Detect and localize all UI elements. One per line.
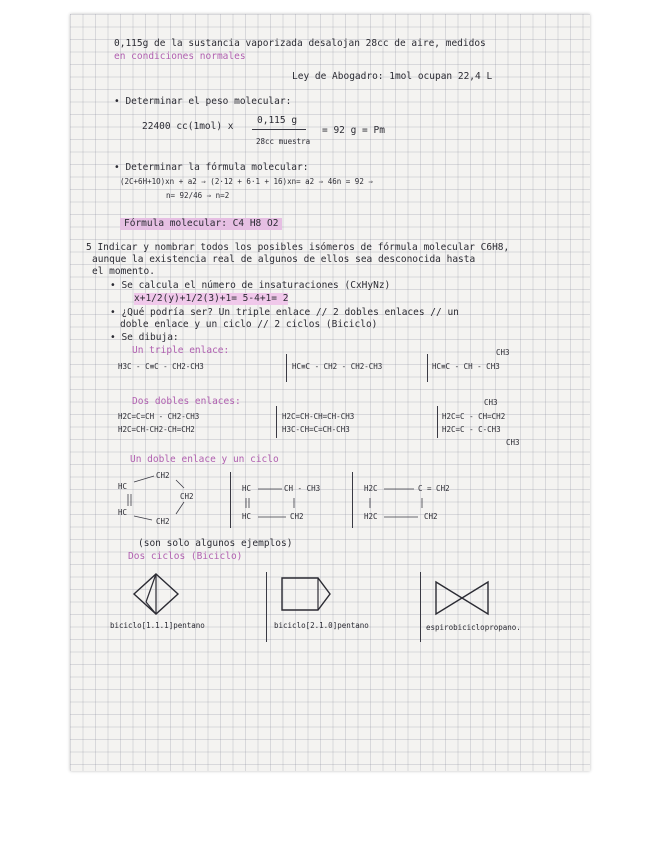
calc-result: = 92 g = Pm <box>322 125 385 136</box>
notebook-page <box>70 14 590 771</box>
cyclo1-hc2: HC <box>118 508 128 517</box>
cyclo3-a: H2C <box>364 484 378 493</box>
separator <box>286 354 287 382</box>
double-isomer-b2: H3C-CH=C=CH-CH3 <box>282 425 350 434</box>
spiro-label: espirobiciclopropano. <box>426 623 521 632</box>
cyclo1-ch2: CH2 <box>180 492 194 501</box>
cyclo2-bonds <box>242 484 302 524</box>
bicyclo-111-pentane-drawing <box>132 572 182 618</box>
bicyclo-title: Dos ciclos (Biciclo) <box>128 551 243 562</box>
question-5-line-3: el momento. <box>92 266 155 277</box>
cyclo1-bonds <box>124 474 204 524</box>
bullet-insaturations: • Se calcula el número de insaturaciones (CxHyNz) <box>110 280 391 291</box>
separator <box>427 354 428 382</box>
formula-equation-2: n= 92/46 ⇒ n=2 <box>166 191 230 200</box>
triple-isomer-3-branch: CH3 <box>496 348 510 357</box>
separator <box>230 472 231 528</box>
double-isomer-c2-branch: CH3 <box>506 438 520 447</box>
question-5-line-2: aunque la existencia real de algunos de ellos sea desconocida hasta <box>92 254 476 265</box>
bicyclo-210-label: biciclo[2.1.0]pentano <box>274 621 369 630</box>
cyclo2-c: HC <box>242 512 252 521</box>
triple-isomer-1: H3C - C≡C - CH2-CH3 <box>118 362 204 371</box>
cyclo3-d: CH2 <box>424 512 438 521</box>
intro-line-2: en condiciones normales <box>114 51 246 62</box>
insaturation-calc: x+1/2(y)+1/2(3)+1= 5-4+1= 2 <box>134 293 289 304</box>
double-isomer-c1-branch: CH3 <box>484 398 498 407</box>
fraction-bar <box>252 129 306 130</box>
bullet-draw: • Se dibuja: <box>110 332 179 343</box>
separator <box>437 406 438 438</box>
bullet-question-2: doble enlace y un ciclo // 2 ciclos (Biciclo) <box>120 319 378 330</box>
cyclo3-c: H2C <box>364 512 378 521</box>
determine-weight-heading: • Determinar el peso molecular: <box>114 96 292 107</box>
calc-numerator: 0,115 g <box>257 115 298 126</box>
calc-left: 22400 cc(1mol) x <box>142 121 234 132</box>
triple-isomer-3: HC≡C - CH - CH3 <box>432 362 500 371</box>
bicyclo-210-pentane-drawing <box>278 574 338 618</box>
separator <box>352 472 353 528</box>
cyclo-title: Un doble enlace y un ciclo <box>130 454 279 465</box>
double-isomer-c2: H2C=C - C-CH3 <box>442 425 501 434</box>
separator <box>420 572 421 642</box>
calc-denominator: 28cc muestra <box>256 137 311 146</box>
bullet-question: • ¿Qué podría ser? Un triple enlace // 2 dobles enlaces // un <box>110 307 459 318</box>
avogadro-law: Ley de Abogadro: 1mol ocupan 22,4 L <box>292 71 493 82</box>
cyclo1-top: CH2 <box>156 471 170 480</box>
formula-result: Fórmula molecular: C4 H8 O2 <box>120 218 282 230</box>
double-isomer-c1: H2C=C - CH=CH2 <box>442 412 506 421</box>
cyclo2-b: CH - CH3 <box>284 484 321 493</box>
cyclo2-d: CH2 <box>290 512 304 521</box>
separator <box>276 406 277 438</box>
double-bond-title: Dos dobles enlaces: <box>132 396 241 407</box>
cyclo3-bonds <box>364 484 444 524</box>
double-isomer-b1: H2C=CH-CH=CH-CH3 <box>282 412 355 421</box>
separator <box>266 572 267 642</box>
spiro-bicyclopropane-drawing <box>432 578 496 618</box>
triple-isomer-2: HC≡C - CH2 - CH2-CH3 <box>292 362 383 371</box>
examples-note: (son solo algunos ejemplos) <box>138 538 293 549</box>
triple-bond-title: Un triple enlace: <box>132 345 230 356</box>
bicyclo-111-label: biciclo[1.1.1]pentano <box>110 621 205 630</box>
double-isomer-a1: H2C=C=CH - CH2-CH3 <box>118 412 200 421</box>
cyclo1-bottom: CH2 <box>156 517 170 526</box>
intro-line-1: 0,115g de la sustancia vaporizada desalojan 28cc de aire, medidos <box>114 38 486 49</box>
determine-formula-heading: • Determinar la fórmula molecular: <box>114 162 309 173</box>
question-5-line-1: 5 Indicar y nombrar todos los posibles isómeros de fórmula molecular C6H8, <box>86 242 510 253</box>
cyclo2-a: HC <box>242 484 252 493</box>
cyclo3-b: C = CH2 <box>418 484 450 493</box>
formula-equation-1: (2C+6H+1O)xn + a2 ⇒ (2·12 + 6·1 + 16)xn= a2 ⇒ 46n = 92 ⇒ <box>120 177 373 186</box>
cyclo1-hc1: HC <box>118 482 128 491</box>
double-isomer-a2: H2C=CH-CH2-CH=CH2 <box>118 425 195 434</box>
